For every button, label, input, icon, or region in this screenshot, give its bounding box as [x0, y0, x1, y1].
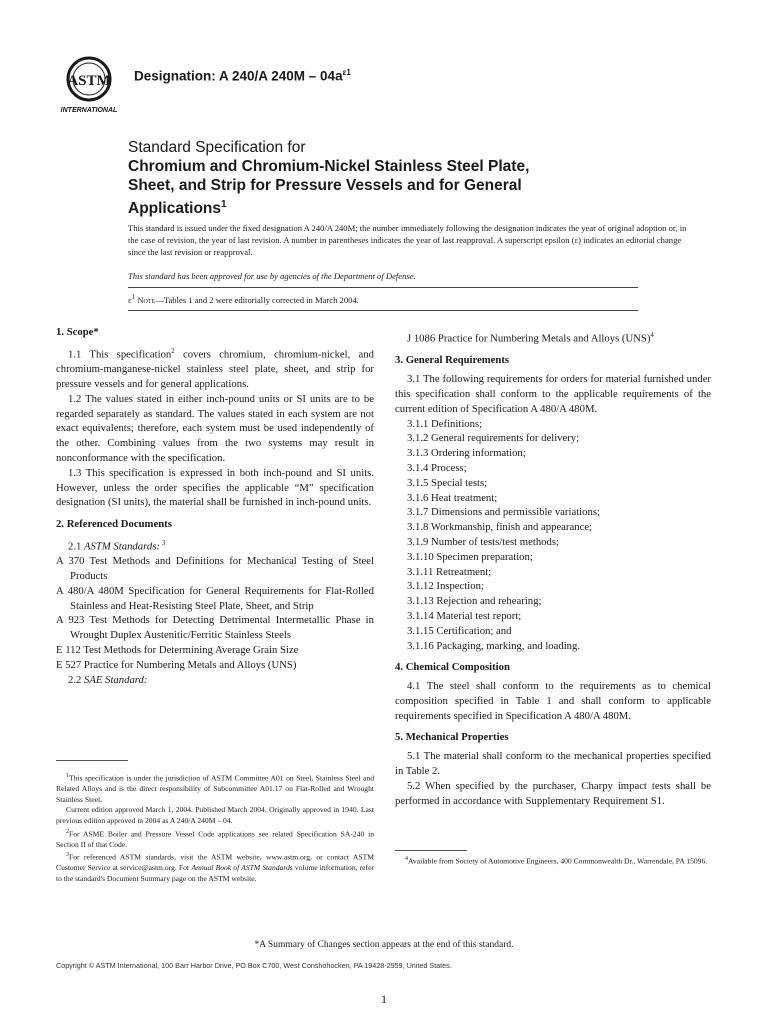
astm-num: 2.1 [68, 540, 85, 553]
paragraph-1-1 [56, 344, 374, 392]
fn1-sup: 1 [66, 773, 69, 779]
fn1-text: This specification is under the jurisdiction of ASTM Committee A01 on Steel, Stainless Steel and Related Alloys and is the direct responsibility of Subcommittee A01.17 on Flat-Rolled and Wrought Stainless Steel. [56, 773, 374, 804]
astm-standards-label [68, 536, 374, 554]
title-footnote-mark: 1 [221, 199, 227, 210]
fn2-sup: 2 [66, 828, 69, 835]
paragraph-5-1: 5.1 The material shall conform to the mechanical properties specified in Table 2. [395, 750, 711, 778]
sae-num: 2.2 [68, 673, 85, 686]
ref-item: A 923 Test Methods for Detecting Detrimental Intermetallic Phase in Wrought Duplex Austenitic/Ferritic Stainless Steels [56, 614, 374, 642]
req-item: 3.1.11 Retreatment; [407, 565, 492, 578]
fn4-sup: 4 [405, 856, 408, 862]
ref-item: A 370 Test Methods and Definitions for Mechanical Testing of Steel Products [56, 555, 374, 583]
req-item: 3.1.9 Number of tests/test methods; [407, 535, 559, 548]
p11-sup: 2 [171, 346, 175, 355]
footnotes-left [56, 771, 374, 885]
logo-subtext: INTERNATIONAL [60, 107, 118, 114]
sae-label: SAE Standard: [84, 673, 148, 686]
designation [134, 68, 351, 84]
fn4-text: Available from Society of Automotive Engineers, 400 Commonwealth Dr., Warrendale, PA 15096. [408, 856, 708, 866]
req-item: 3.1.5 Special tests; [407, 476, 488, 489]
footnote-divider-left [56, 760, 128, 761]
paragraph-5-2: 5.2 When specified by the purchaser, Charpy impact tests shall be performed in accordance with Supplementary Requirement S1. [395, 779, 711, 807]
divider-top [128, 287, 638, 288]
req-item: 3.1.13 Rejection and rehearing; [407, 595, 542, 608]
astm-logo-icon [56, 52, 122, 116]
summary-of-changes-note: *A Summary of Changes section appears at the end of this standard. [254, 940, 514, 950]
left-column [56, 325, 374, 687]
divider-bottom [128, 310, 638, 311]
fn3-sup: 3 [66, 852, 69, 859]
note-epsilon: ε [128, 294, 132, 305]
ref-item: E 112 Test Methods for Determining Average Grain Size [56, 644, 299, 657]
footnote-3 [56, 850, 374, 884]
paragraph-1-2: 1.2 The values stated in either inch-pound units or SI units are to be regarded separately as standard. The values stated in each system are not exact equivalents; therefore, each system must be used independently of the other. Combining values from the two systems may result in nonconformance with the specification. [56, 392, 374, 464]
page-number: 1 [381, 992, 387, 1006]
issuance-statement: This standard is issued under the fixed designation A 240/A 240M; the number immediately following the designation indicates the year of original adoption or, in the case of revision, the year of last revision. A number in parentheses indicates the year of last reapproval. A superscript epsilon (ε) indicates an editorial change since the last revision or reapproval. [128, 223, 687, 257]
req-item: 3.1.16 Packaging, marking, and loading. [407, 639, 581, 652]
designation-epsilon: ε1 [342, 68, 351, 77]
req-item: 3.1.1 Definitions; [407, 417, 483, 430]
req-item: 3.1.12 Inspection; [407, 580, 484, 593]
fn3-em: Annual Book of ASTM Standards [191, 863, 293, 873]
req-item: 3.1.6 Heat treatment; [407, 491, 498, 504]
req-item: 3.1.2 General requirements for delivery; [407, 432, 580, 445]
fn2-text: For ASME Boiler and Pressure Vessel Code applications see related Specification SA-240 in Section II of that Code. [56, 829, 374, 849]
general-requirements-heading: 3. General Requirements [395, 354, 510, 367]
mechanical-properties-heading: 5. Mechanical Properties [395, 731, 509, 744]
logo-mark: ASTM [67, 73, 111, 89]
sae-ref-sup: 4 [650, 331, 654, 339]
note-label: Note [137, 294, 156, 305]
paragraph-3-1: 3.1 The following requirements for orders for material furnished under this specification shall conform to the applicable requirements of the current edition of Specification A 480/A 480M. [395, 373, 711, 415]
title-line-3: Sheet, and Strip for Pressure Vessels and for General [128, 177, 522, 194]
sae-ref-item [407, 328, 711, 346]
document-title [128, 138, 688, 218]
footnote-1 [56, 771, 374, 805]
footnote-4 [395, 854, 711, 867]
sae-standard-label [68, 673, 374, 688]
footnote-divider-right [395, 850, 467, 851]
paragraph-4-1: 4.1 The steel shall conform to the requirements as to chemical composition specified in Table 1 and shall conform to applicable requirements specified in Specification A 480/A 480M. [395, 680, 711, 722]
req-item: 3.1.8 Workmanship, finish and appearance; [407, 521, 593, 534]
referenced-documents-heading: 2. Referenced Documents [56, 518, 172, 531]
req-item: 3.1.4 Process; [407, 461, 467, 474]
ref-item: E 527 Practice for Numbering Metals and Alloys (UNS) [56, 658, 297, 671]
footnote-1b: Current edition approved March 1, 2004. Published March 2004. Originally approved in 1940. Last previous edition approved in 2004 as A 240/A 240M – 04. [56, 805, 374, 825]
fn3-b: volume information, refer to the standard's Document Summary page on the ASTM website. [56, 863, 374, 883]
p11-a: 1.1 This specification [68, 348, 172, 361]
footnotes-right [395, 854, 711, 867]
title-line-1: Standard Specification for [128, 139, 306, 156]
note-text: —Tables 1 and 2 were editorially corrected in March 2004. [155, 294, 359, 305]
req-item: 3.1.7 Dimensions and permissible variations; [407, 506, 600, 519]
copyright-line: Copyright © ASTM International, 100 Barr Harbor Drive, PO Box C700, West Conshohocken, PA 19428-2959, United States. [56, 961, 452, 970]
astm-label: ASTM Standards: [84, 540, 160, 553]
req-item: 3.1.3 Ordering information; [407, 447, 526, 460]
scope-heading: 1. Scope* [56, 326, 99, 338]
req-item: 3.1.10 Specimen preparation; [407, 550, 533, 563]
editorial-note [128, 293, 359, 305]
chemical-composition-heading: 4. Chemical Composition [395, 661, 510, 674]
title-line-2: Chromium and Chromium-Nickel Stainless Steel Plate, [128, 158, 530, 175]
ref-item: A 480/A 480M Specification for General Requirements for Flat-Rolled Stainless and Heat-Resisting Steel Plate, Sheet, and Strip [56, 584, 374, 612]
title-line-4: Applications [128, 200, 222, 218]
footnote-2 [56, 827, 374, 851]
sae-ref: J 1086 Practice for Numbering Metals and Alloys (UNS) [407, 332, 651, 345]
p11-b: covers chromium, chromium-nickel, and chromium-manganese-nickel stainless steel plate, sheet, and strip for pressure vessels and for general applications. [56, 348, 374, 390]
fn3-a: For referenced ASTM standards, visit the ASTM website, www.astm.org, or contact ASTM Customer Service at service@astm.org. For [56, 852, 374, 873]
right-column [395, 325, 711, 808]
dod-statement: This standard has been approved for use by agencies of the Department of Defense. [128, 271, 416, 281]
note-epsilon-sup: 1 [131, 293, 136, 301]
astm-sup: 3 [159, 538, 166, 547]
req-item: 3.1.15 Certification; and [407, 624, 512, 637]
designation-label: Designation: A 240/A 240M – 04a [134, 68, 343, 84]
req-item: 3.1.14 Material test report; [407, 609, 522, 622]
paragraph-1-3: 1.3 This specification is expressed in both inch-pound and SI units. However, unless the order specifies the applicable “M” specification designation (SI units), the material shall be furnished in inch-pound units. [56, 466, 374, 509]
